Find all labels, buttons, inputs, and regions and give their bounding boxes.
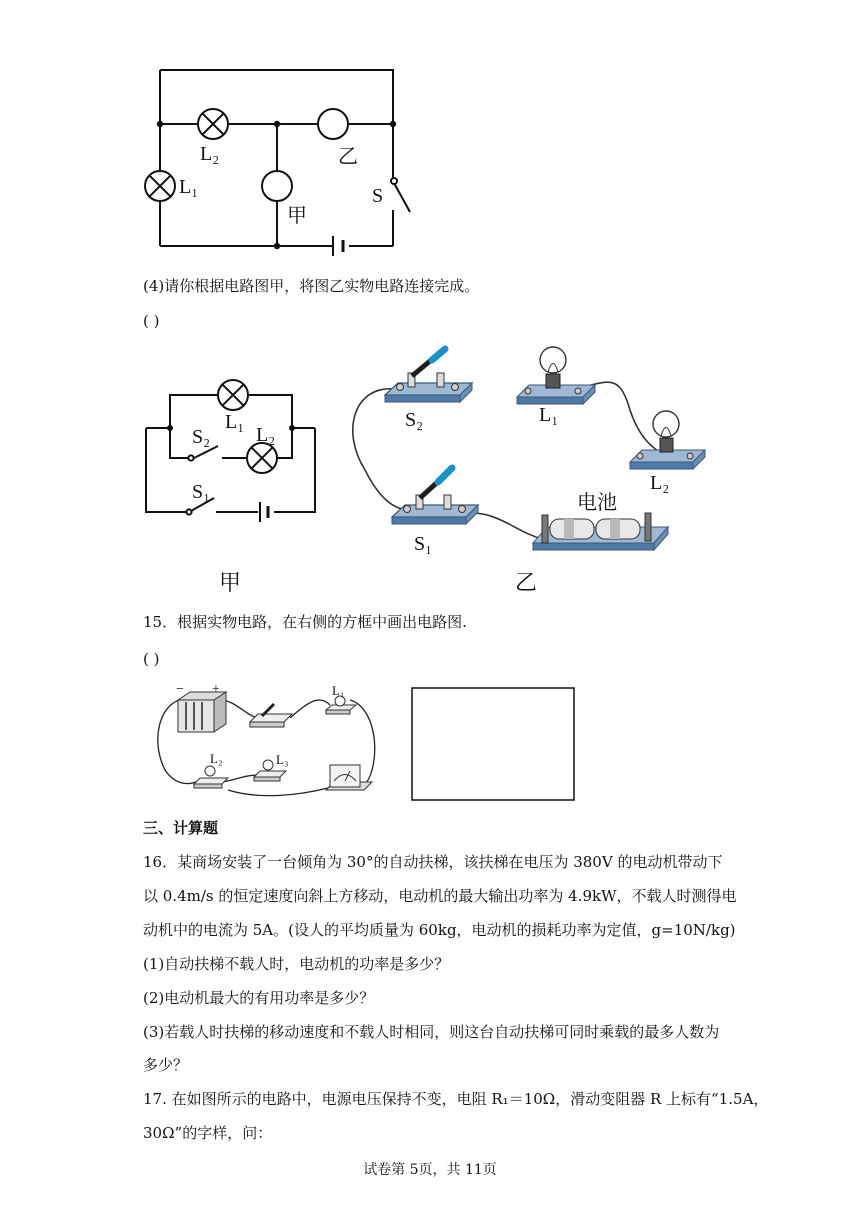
- label-l3-q15: L₃: [276, 752, 289, 767]
- answer-blank-14: ( ): [143, 312, 160, 330]
- ammeter: [326, 765, 372, 790]
- label-l1-jia: L₁: [225, 411, 245, 433]
- label-l2-jia: L₂: [256, 424, 276, 446]
- q15-text: 15．根据实物电路，在右侧的方框中画出电路图.: [143, 613, 467, 631]
- label-battery: 电池: [577, 492, 617, 514]
- label-s: S: [372, 185, 384, 207]
- section-heading: 三、计算题: [143, 819, 219, 837]
- q16-line: 多少？: [143, 1056, 189, 1074]
- lamp-l2-q15: [194, 766, 228, 788]
- caption-yi: 乙: [515, 570, 538, 595]
- switch-q15: [250, 704, 292, 727]
- label-s1-yi: S₁: [414, 533, 433, 555]
- caption-jia: 甲: [219, 570, 242, 595]
- label-jia: 甲: [287, 205, 307, 227]
- label-yi: 乙: [338, 146, 358, 168]
- q16-subquestion: (3)若载人时扶梯的移动速度和不载人时相同，则这台自动扶梯可同时乘载的最多人数为: [143, 1023, 720, 1041]
- page-footer: 试卷第 5页，共 11页: [363, 1162, 497, 1178]
- q16-subquestion: (1)自动扶梯不载人时，电动机的功率是多少？: [143, 955, 450, 973]
- label-l2-yi: L₂: [650, 472, 670, 494]
- q16-line: 以 0.4m/s 的恒定速度向斜上方移动，电动机的最大输出功率为 4.9kW，不载人时测得电: [143, 887, 737, 905]
- label-l2: L₂: [200, 143, 220, 165]
- q17-line: 17. 在如图所示的电路中，电源电压保持不变，电阻 R₁＝10Ω，滑动变阻器 R 上标有“1.5A，: [143, 1090, 769, 1108]
- label-minus: −: [176, 682, 184, 697]
- answer-box[interactable]: [412, 688, 574, 800]
- label-plus: +: [212, 682, 220, 697]
- q16-subquestion: (2)电动机最大的有用功率是多少？: [143, 989, 375, 1007]
- q17-line: 30Ω”的字样，问：: [143, 1124, 273, 1142]
- battery-pack: [178, 692, 226, 732]
- label-s2-jia: S₂: [192, 426, 211, 448]
- label-l2-q15: L₂: [210, 751, 223, 766]
- label-s1-jia: S₁: [192, 481, 211, 503]
- label-l1: L₁: [179, 176, 199, 198]
- q16-line: 16．某商场安装了一台倾角为 30°的自动扶梯，该扶梯在电压为 380V 的电动机带动下: [143, 853, 723, 871]
- lamp-l1-q15: [326, 696, 356, 714]
- label-l1-q15: L₁: [332, 683, 345, 698]
- answer-blank-15: ( ): [143, 650, 160, 668]
- q16-line: 动机中的电流为 5A。(设人的平均质量为 60kg，电动机的损耗功率为定值，g=10N/kg): [143, 921, 736, 939]
- label-l1-yi: L₁: [539, 404, 559, 426]
- q14-part4-text: (4)请你根据电路图甲，将图乙实物电路连接完成。: [143, 277, 480, 295]
- label-s2-yi: S₂: [405, 409, 424, 431]
